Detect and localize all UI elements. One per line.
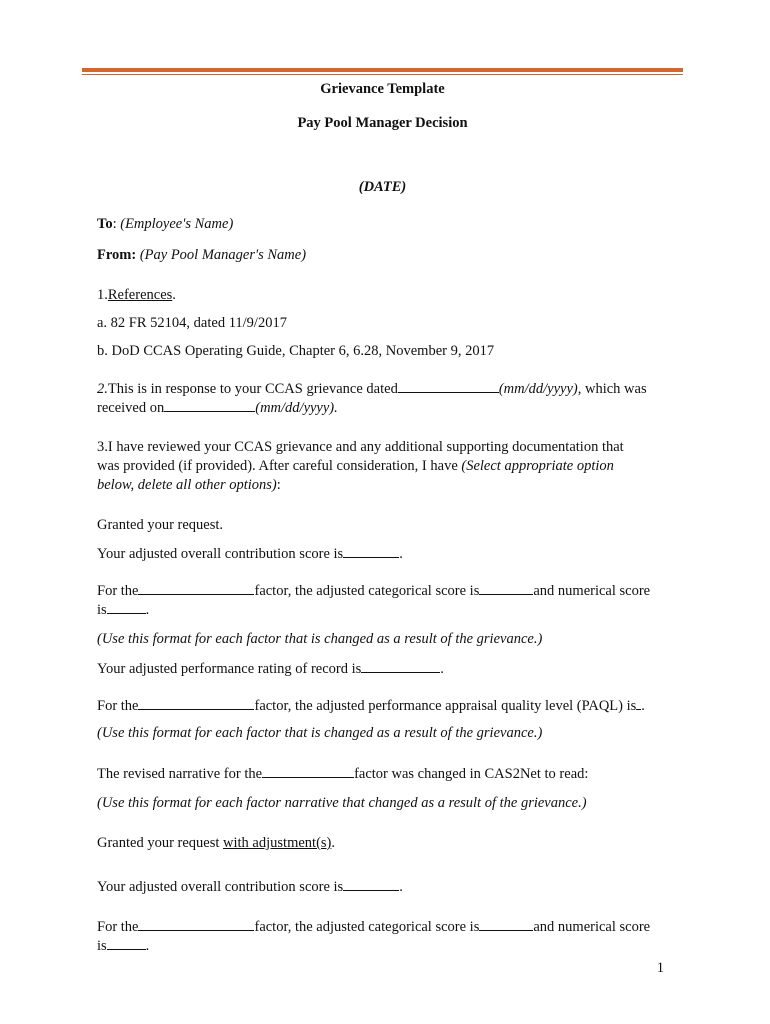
rating-line [97,659,673,679]
references-number: 1. [97,287,108,303]
grievance-date-blank[interactable] [398,379,499,393]
references-heading [97,286,673,305]
para2-line2 [97,398,673,418]
reference-b: b. DoD CCAS Operating Guide, Chapter 6, 6.28, November 9, 2017 [97,343,495,359]
adjusted-numerical-blank[interactable] [107,936,146,950]
adjusted-factor-is: is [97,938,107,954]
para3-line2a: was provided (if provided). After careful consideration, I have [97,458,462,474]
adjusted-heading-text: Granted your request [97,835,224,851]
adjusted-overall-blank[interactable] [343,877,399,891]
from-line [97,246,673,265]
adjusted-factor-line1 [97,917,673,937]
granted-heading: Granted your request. [97,517,224,533]
para2-format2: (mm/dd/yyyy). [255,400,338,416]
granted-factor-mid: factor, the adjusted categorical score is [254,583,480,599]
granted-factor-line1 [97,581,673,601]
date-placeholder: (DATE) [358,179,407,195]
granted-note1: (Use this format for each factor that is changed as a result of the grievance.) [97,631,543,647]
narrative-factor-blank[interactable] [262,764,354,778]
para2-text3: received on [97,400,165,416]
adjusted-overall-text: Your adjusted overall contribution score is [97,879,344,895]
granted-note2: (Use this format for each factor that is changed as a result of the grievance.) [97,725,543,741]
para3-line1: 3.I have reviewed your CCAS grievance and any additional supporting documentation that [97,439,624,455]
narrative-line [97,764,673,784]
adjusted-heading [97,834,673,853]
adjusted-factor-mid: factor, the adjusted categorical score is [254,919,480,935]
granted-overall-text: Your adjusted overall contribution score is [97,546,344,562]
rating-text: Your adjusted performance rating of record is [97,661,362,677]
from-value: (Pay Pool Manager's Name) [139,247,307,263]
rating-end: . [440,661,444,677]
adjusted-factor-end: . [145,938,150,954]
para3-line3a: below, delete all other options) [97,477,277,493]
granted-note3: (Use this format for each factor narrative that changed as a result of the grievance.) [97,795,587,811]
to-line [97,215,673,234]
paql-end: . [641,698,645,714]
adjusted-factor-mid2: and numerical score [533,919,651,935]
para2-number: 2. [97,381,108,397]
adjusted-heading-end: . [331,835,335,851]
adjusted-factor-pre: For the [97,919,139,935]
adjusted-heading-underlined: with adjustment(s) [223,835,332,851]
page-number: 1 [656,960,664,976]
numerical-score-blank[interactable] [107,600,146,614]
received-date-blank[interactable] [164,398,255,412]
from-label: From: [97,247,137,263]
references-period: . [172,287,176,303]
narrative-pre: The revised narrative for the [97,766,263,782]
overall-score-blank[interactable] [343,544,399,558]
para2-line1 [97,379,673,399]
granted-overall-end: . [399,546,403,562]
reference-a: a. 82 FR 52104, dated 11/9/2017 [97,315,287,331]
para2-text1: This is in response to your CCAS grievance dated [107,381,398,397]
factor-name-blank[interactable] [138,581,254,595]
categorical-score-blank[interactable] [479,581,533,595]
para3-line2 [97,457,673,476]
granted-factor-line2 [97,600,673,620]
references-heading-text: References [107,287,173,303]
header-rule-thin [82,74,683,75]
adjusted-categorical-blank[interactable] [479,917,533,931]
para2-text2: , which was [577,381,647,397]
para3-line3b: : [276,477,281,493]
para3-line2b: (Select appropriate option [461,458,614,474]
to-label: To [97,216,113,232]
granted-factor-mid2: and numerical score [533,583,651,599]
granted-overall-line [97,544,673,564]
paql-line [97,696,673,716]
rating-blank[interactable] [361,659,440,673]
document-title: Grievance Template [320,81,445,97]
granted-factor-is: is [97,602,107,618]
to-value: (Employee's Name) [120,216,234,232]
adjusted-factor-name-blank[interactable] [138,917,254,931]
to-sep: : [112,216,121,232]
header-rule-thick [82,68,683,72]
granted-factor-end: . [145,602,150,618]
document-subtitle: Pay Pool Manager Decision [297,115,468,131]
granted-factor-pre: For the [97,583,139,599]
paql-pre: For the [97,698,139,714]
adjusted-overall-end: . [399,879,403,895]
para3-line3 [97,476,673,495]
narrative-mid: factor was changed in CAS2Net to read: [354,766,589,782]
para2-format1: (mm/dd/yyyy) [498,381,578,397]
adjusted-overall-line [97,877,673,897]
paql-mid: factor, the adjusted performance appraisal quality level (PAQL) is [254,698,637,714]
adjusted-factor-line2 [97,936,673,956]
paql-factor-blank[interactable] [138,696,254,710]
